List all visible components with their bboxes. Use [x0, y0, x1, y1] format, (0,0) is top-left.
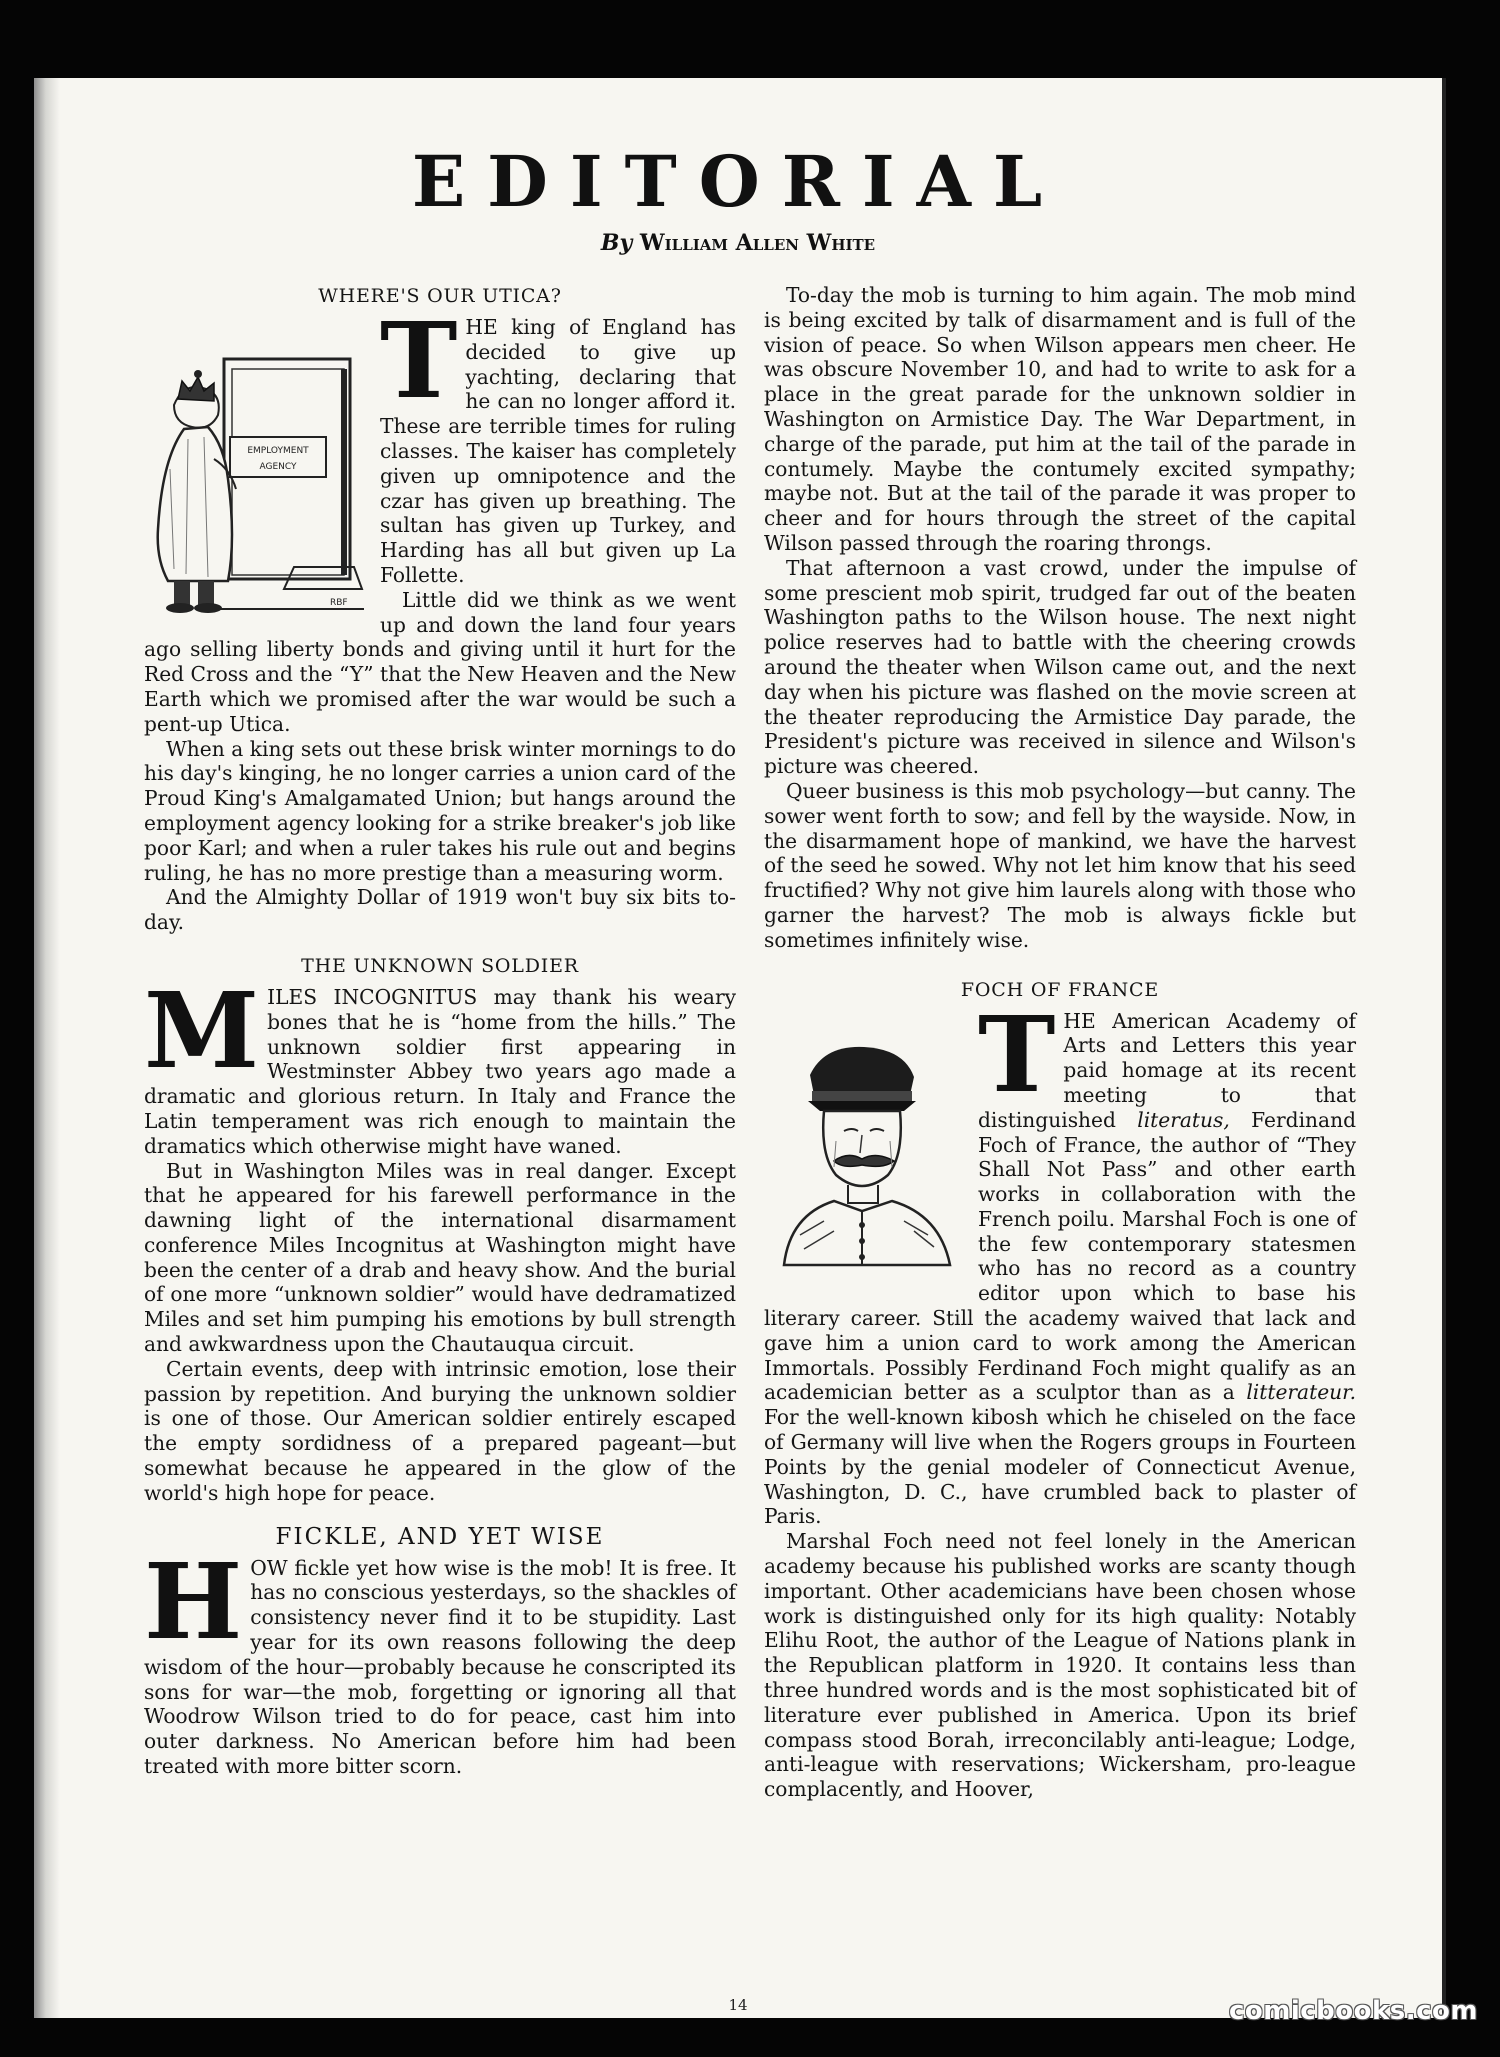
foch-portrait-svg: [764, 1035, 964, 1271]
watermark: comicbooks.com: [1228, 1996, 1478, 2026]
byline-by: By: [600, 230, 633, 256]
section-fickle-continued: [764, 283, 1356, 953]
page-number: 14: [728, 1996, 748, 2014]
utica-paragraph-2: Little did we think as we went up and down the land four years ago selling liberty bonds and giving until it hurt for the Red Cross and the “Y” that the New Heaven and the New Earth which we promised after the war would be such a pent-up Utica.: [144, 587, 736, 736]
king-employment-agency-illustration: [144, 319, 366, 625]
section-fickle: [144, 1524, 736, 1779]
section-foch: [764, 977, 1356, 1803]
foch-paragraph-2: Marshal Foch need not feel lonely in the American academy because his published works are scanty though important. Other academicians have been chosen whose work is distinguished only for its high quality: Notably Elihu Root, the author of the League of Nations plank in the Republican platform in 1920. It contains less than three hundred words and is the most sophisticated bit of literature ever published in America. Upon its brief compass stood Borah, irreconcilably anti-league; Lodge, anti-league with reservations; Wickersham, pro-league complacently, and Hoover,: [764, 1529, 1356, 1802]
section-unknown-soldier: [144, 953, 736, 1506]
dropcap-t-foch: T: [978, 992, 1056, 1116]
byline: [34, 230, 1442, 256]
soldier-paragraph-3: Certain events, deep with intrinsic emotion, lose their passion by repetition. And burying the unknown soldier is one of those. Our American soldier entirely escaped the empty sordidness of a prepared pageant—but somewhat because he appeared in the glow of the world's high hope for peace.: [144, 1356, 736, 1505]
fickle-paragraph-3: That afternoon a vast crowd, under the impulse of some prescient mob spirit, trudged far out of the beaten Washington paths to the Wilson house. The next night police reserves had to battle with the cheering crowds around the theater when Wilson came out, and the next day when his picture was flashed on the movie screen at the theater reproducing the Armistice Day parade, the President's picture was received in silence and Wilson's picture was cheered.: [764, 555, 1356, 779]
heading-unknown-soldier: THE UNKNOWN SOLDIER: [301, 954, 579, 977]
king-illustration-svg: [144, 319, 366, 619]
page-title: EDITORIAL: [411, 140, 1065, 223]
foch-p1-part-c: Ferdinand Foch of France, the author of “They Shall Not Pass” and other earth works in collaboration with the French poilu. Marshal Foch is one of the few contemporary statesmen who has no record as a country editor upon which to base his literary career. Still the academy waived that lack and gave him a union card to work among the American Immortals. Possibly Ferdinand Foch might qualify as an academician better as a sculptor than as a: [764, 1107, 1356, 1405]
soldier-paragraph-2: But in Washington Miles was in real danger. Except that he appeared for his farewell performance in the dawning light of the international disarmament conference Miles Incognitus at Washington might have been the center of a drab and heavy show. And the burial of one more “unknown soldier” would have dedramatized Miles and set him pumping his emotions by bull strength and awkwardness upon the Chautauqua circuit.: [144, 1158, 736, 1357]
byline-author: William Allen White: [639, 230, 876, 256]
heading-fickle: FICKLE, AND YET WISE: [275, 1523, 605, 1550]
left-column: [144, 283, 736, 1797]
foch-p1-part-a: HE American Academy of Arts and Letters this year paid homage at its recent meeting to that distinguished: [978, 1008, 1356, 1132]
heading-foch: FOCH OF FRANCE: [960, 978, 1160, 1001]
heading-utica: WHERE'S OUR UTICA?: [318, 285, 562, 307]
scan-right-edge: [1442, 78, 1500, 2018]
foch-p1-italic-literatus: literatus,: [1137, 1107, 1230, 1132]
magazine-page: [34, 78, 1442, 2018]
svg-text:AGENCY: AGENCY: [259, 462, 297, 472]
illustration-signature: RBF: [330, 598, 348, 608]
utica-paragraph-1: HE king of England has decided to give up yachting, declaring that he can no longer afford it. These are terrible times for ruling classes. The kaiser has completely given up omnipotence and the czar has given up breathing. The sultan has given up Turkey, and Harding has all but given up La Follette.: [380, 315, 736, 587]
scan-edge-rule: [1442, 78, 1446, 2018]
utica-paragraph-4: And the Almighty Dollar of 1919 won't buy six bits to-day.: [144, 885, 736, 935]
utica-paragraph-3: When a king sets out these brisk winter mornings to do his day's kinging, he no longer carries a union card of the Proud King's Amalgamated Union; but hangs around the employment agency looking for a strike breaker's job like poor Karl; and when a ruler takes his rule out and begins ruling, he has no more prestige than a measuring worm.: [144, 736, 736, 885]
dropcap-t-utica: T: [380, 299, 458, 422]
fickle-paragraph-2: To-day the mob is turning to him again. The mob mind is being excited by talk of disarmament and is full of the vision of peace. So when Wilson appears men cheer. He was obscure November 10, and had to write to ask for a place in the great parade for the unknown soldier in Washington on Armistice Day. The War Department, in charge of the parade, put him at the tail of the parade in contumely. Maybe the contumely excited sympathy; maybe not. But at the tail of the parade it was proper to cheer and for hours through the street of the capital Wilson passed through the roaring throngs.: [764, 283, 1356, 555]
soldier-paragraph-1: ILES INCOGNITUS may thank his weary bones that he is “home from the hills.” The unknown soldier first appearing in Westminster Abbey two years ago made a dramatic and glorious return. In Italy and France the Latin temperament was rich enough to maintain the dramatics which otherwise might have waned.: [144, 984, 736, 1158]
fickle-paragraph-4: Queer business is this mob psychology—but canny. The sower went forth to sow; and fell by the wayside. Now, in the disarmament hope of mankind, we have the harvest of the seed he sowed. Why not let him know that his seed fructified? Why not give him laurels along with those who garner the harvest? The mob is always fickle but sometimes infinitely wise.: [764, 778, 1357, 952]
dropcap-m: M: [144, 968, 260, 1092]
dropcap-h: H: [144, 1539, 243, 1663]
foch-portrait-illustration: [764, 1035, 964, 1277]
foch-p1-italic-litterateur: litterateur.: [1246, 1380, 1356, 1405]
fickle-paragraph-1: OW fickle yet how wise is the mob! It is free. It has no conscious yesterdays, so the shackles of consistency never find it to be stupidity. Last year for its own reasons following the deep wisdom of the hour—probably because he conscripted its sons for war—the mob, forgetting or ignoring all that Woodrow Wilson tried to do for peace, cast him into outer darkness. No American before him had been treated with more bitter scorn.: [144, 1555, 736, 1779]
section-utica: [144, 283, 736, 935]
sign-text: EMPLOYMENT: [247, 446, 309, 456]
right-column: [764, 283, 1356, 1820]
foch-p1-part-e: For the well-known kibosh which he chiseled on the face of Germany will live when the Rogers groups in Fourteen Points by the genial modeler of Connecticut Avenue, Washington, D. C., have crumbled back to plaster of Paris.: [764, 1405, 1356, 1529]
